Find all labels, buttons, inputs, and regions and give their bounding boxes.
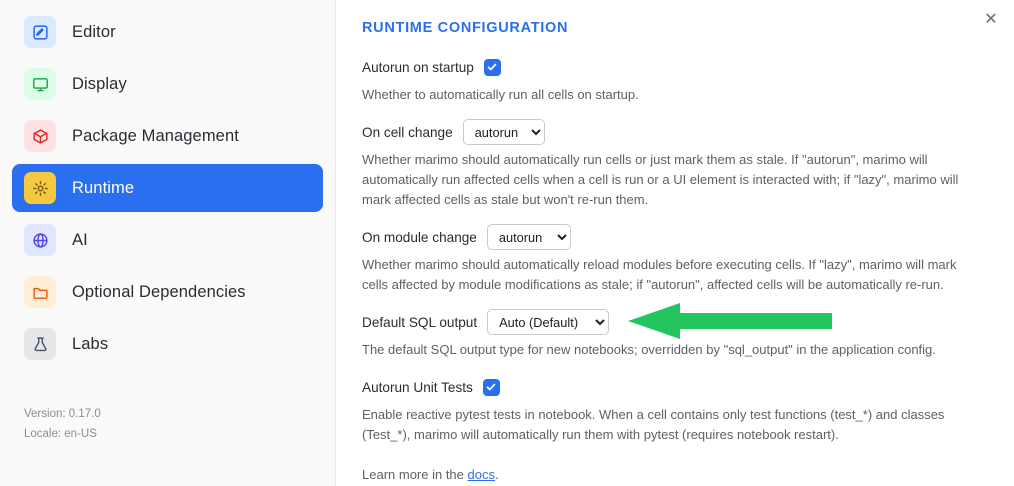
autorun-on-startup-description: Whether to automatically run all cells on startup. (362, 87, 639, 102)
atom-icon (24, 224, 56, 256)
pencil-square-icon (24, 16, 56, 48)
monitor-icon (24, 68, 56, 100)
learn-more-text (362, 467, 986, 482)
on-module-change-label: On module change (362, 229, 477, 245)
sidebar-item-optional-dependencies[interactable] (12, 268, 323, 316)
sidebar-item-label: Display (72, 74, 127, 93)
box-icon (24, 120, 56, 152)
sidebar-item-label: AI (72, 230, 88, 249)
locale-text: Locale: en-US (24, 428, 97, 440)
gear-icon (24, 172, 56, 204)
sidebar-item-label: Labs (72, 334, 109, 353)
version-text: Version: 0.17.0 (24, 408, 101, 420)
field-on-cell-change (362, 119, 986, 210)
sidebar-item-label: Editor (72, 22, 116, 41)
sidebar-item-editor[interactable] (12, 8, 323, 56)
learn-more-prefix: Learn more in the (362, 467, 468, 482)
on-cell-change-select[interactable] (463, 119, 545, 145)
learn-more-suffix: . (494, 467, 499, 482)
settings-sidebar (0, 0, 336, 486)
sidebar-item-display[interactable] (12, 60, 323, 108)
field-autorun-unit-tests (362, 374, 986, 445)
autorun-on-startup-label: Autorun on startup (362, 59, 474, 75)
on-cell-change-label: On cell change (362, 124, 453, 140)
on-cell-change-description: Whether marimo should automatically run cells or just mark them as stale. If "autorun", marimo will automatically run affected cells when a cell is run or a UI element is interacted with; if "lazy", marimo will mark affected cells as stale but won't re-run them. (362, 152, 959, 207)
sidebar-item-labs[interactable] (12, 320, 323, 368)
sidebar-item-package-management[interactable] (12, 112, 323, 160)
on-module-change-select[interactable] (487, 224, 571, 250)
field-autorun-on-startup (362, 54, 986, 105)
sidebar-item-label: Runtime (72, 178, 135, 197)
autorun-unit-tests-label: Autorun Unit Tests (362, 379, 473, 395)
field-on-module-change (362, 224, 986, 295)
page-title: RUNTIME CONFIGURATION (362, 20, 569, 36)
sidebar-item-label: Optional Dependencies (72, 282, 246, 301)
autorun-unit-tests-description: Enable reactive pytest tests in notebook. When a cell contains only test functions (test_*) and classes (Test_*), marimo will automatically run them with pytest (requires notebook restart). (362, 407, 945, 442)
close-icon[interactable]: ✕ (984, 11, 998, 28)
default-sql-output-description: The default SQL output type for new notebooks; overridden by "sql_output" in the application config. (362, 342, 936, 357)
sidebar-footer (24, 404, 101, 444)
field-default-sql-output (362, 309, 986, 360)
folder-icon (24, 276, 56, 308)
autorun-unit-tests-checkbox[interactable] (483, 379, 500, 396)
default-sql-output-select[interactable] (487, 309, 609, 335)
runtime-settings-panel (336, 0, 1014, 486)
default-sql-output-label: Default SQL output (362, 314, 478, 330)
sidebar-item-ai[interactable] (12, 216, 323, 264)
on-module-change-description: Whether marimo should automatically reload modules before executing cells. If "lazy", marimo will mark cells affected by module modifications as stale; if "autorun", affected cells will be automatically re-run. (362, 257, 957, 292)
docs-link[interactable]: docs (467, 467, 495, 482)
autorun-on-startup-checkbox[interactable] (484, 59, 501, 76)
sidebar-item-runtime[interactable] (12, 164, 323, 212)
sidebar-item-label: Package Management (72, 126, 239, 145)
flask-icon (24, 328, 56, 360)
